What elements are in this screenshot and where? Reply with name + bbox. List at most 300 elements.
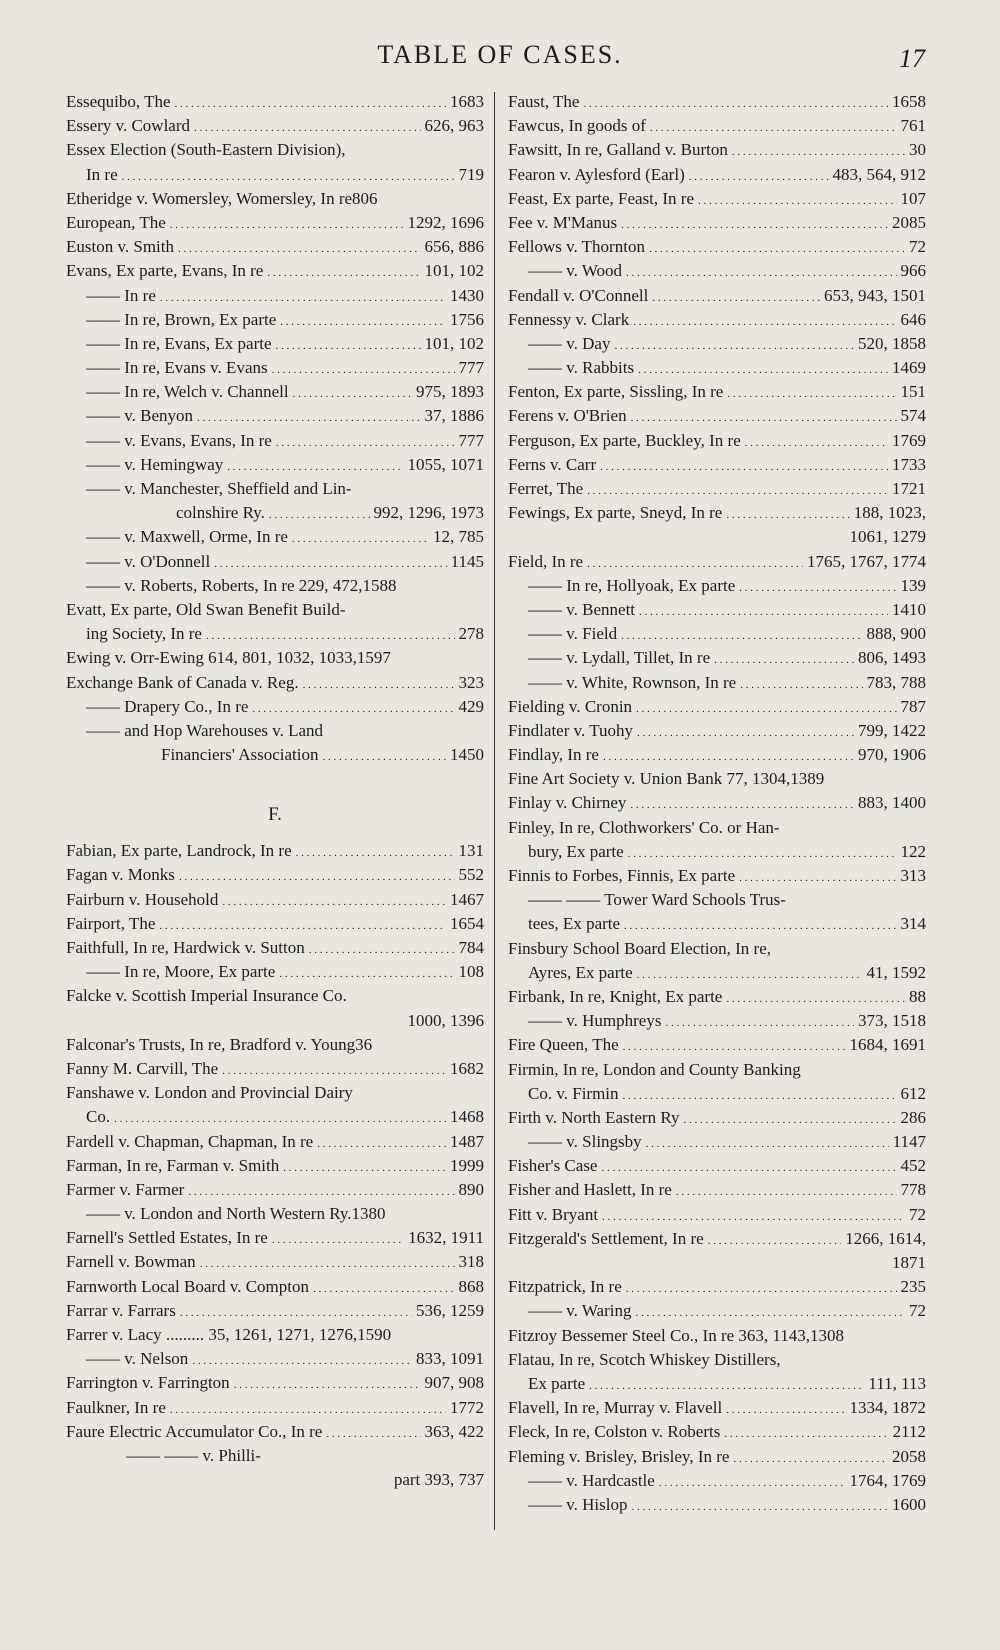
index-entry [508, 163, 926, 187]
index-entry [66, 525, 484, 549]
case-name: Ayres, Ex parte [528, 962, 633, 982]
dot-leader [638, 356, 888, 380]
case-name: —— v. Manchester, Sheffield and Lin- [86, 479, 352, 498]
dot-leader [188, 1178, 454, 1202]
dot-leader [745, 429, 888, 453]
dot-leader [727, 380, 896, 404]
index-entry [508, 308, 926, 332]
case-name: Essery v. Cowlard [66, 116, 191, 136]
case-name: Fearon v. Aylesford (Earl) [508, 164, 685, 184]
dot-leader [732, 138, 905, 162]
page-references: 1765, 1767, 1774 [807, 551, 926, 571]
case-name: Fielding v. Cronin [508, 696, 633, 716]
index-entry [508, 259, 926, 283]
page-references: 2112 [892, 1422, 926, 1442]
index-entry [66, 574, 484, 598]
case-name: Fabian, Ex parte, Landrock, In re [66, 841, 292, 861]
index-entry [66, 1299, 484, 1323]
index-entry [508, 598, 926, 622]
page-references: 36 [355, 1034, 373, 1054]
page-references: 1147 [892, 1132, 926, 1152]
page-references: 72 [909, 1204, 926, 1224]
left-column [66, 90, 484, 1492]
case-name: Ferret, The [508, 479, 584, 498]
index-entry [508, 90, 926, 114]
index-entry [508, 211, 926, 235]
page-references: 1430 [450, 285, 484, 305]
dot-leader [272, 1226, 404, 1250]
page-references: 1266, 1614, [845, 1228, 926, 1248]
case-name: Euston v. Smith [66, 237, 174, 257]
page-references: 131 [458, 841, 484, 861]
case-name: Fitzgerald's Settlement, In re [508, 1228, 704, 1248]
page-references: 1721 [892, 479, 926, 498]
dot-leader [633, 308, 896, 332]
index-entry [66, 1396, 484, 1420]
page-references: 1682 [450, 1058, 484, 1078]
index-entry [508, 695, 926, 719]
index-entry [508, 332, 926, 356]
index-entry [508, 477, 926, 501]
index-entry [508, 791, 926, 815]
case-name: Fee v. M'Manus [508, 212, 618, 232]
case-name: Fellows v. Thornton [508, 237, 645, 257]
page-references: 1733 [892, 454, 926, 474]
dot-leader [623, 1033, 846, 1057]
right-entries [508, 90, 926, 1517]
index-entry [66, 695, 484, 719]
index-entry [508, 453, 926, 477]
index-entry [66, 1081, 484, 1105]
index-entry [508, 985, 926, 1009]
case-name: colnshire Ry. [176, 503, 265, 523]
case-name: —— In re, Welch v. Channell [86, 382, 289, 402]
index-entry [508, 912, 926, 936]
index-entry [66, 936, 484, 960]
case-name: Fewings, Ex parte, Sneyd, In re [508, 503, 723, 523]
case-name: —— v. Day [528, 333, 611, 353]
index-entry [508, 1445, 926, 1469]
case-name: Fardell v. Chapman, Chapman, In re [66, 1131, 314, 1151]
case-name: Fagan v. Monks [66, 865, 175, 885]
dot-leader [222, 1057, 446, 1081]
dot-leader [684, 1106, 897, 1130]
page-references: 483, 564, 912 [832, 164, 926, 184]
case-name: Fitzroy Bessemer Steel Co., In re 363, 1143, [508, 1325, 811, 1345]
index-entry [508, 1299, 926, 1323]
page-references: 373, 1518 [858, 1011, 926, 1031]
dot-leader [636, 695, 896, 719]
page-references: 536, 1259 [416, 1300, 484, 1320]
case-name: Fleck, In re, Colston v. Roberts [508, 1422, 721, 1442]
page-references: 323 [458, 672, 484, 692]
dot-leader [726, 1396, 845, 1420]
index-entry [66, 1130, 484, 1154]
page-references: 1487 [450, 1131, 484, 1151]
dot-leader [317, 1130, 446, 1154]
index-entry [508, 743, 926, 767]
case-name: Ewing v. Orr-Ewing 614, 801, 1032, 1033, [66, 648, 357, 668]
case-name: —— In re, Hollyoak, Ex parte [528, 575, 736, 595]
index-entry [508, 1372, 926, 1396]
page-references: 101, 102 [424, 261, 484, 281]
page-references: 1632, 1911 [408, 1228, 484, 1248]
page-references: 37, 1886 [424, 406, 484, 426]
dot-leader [114, 1105, 446, 1129]
dot-leader [222, 888, 446, 912]
case-name: Fine Art Society v. Union Bank 77, 1304, [508, 769, 791, 789]
case-name: Farman, In re, Farman v. Smith [66, 1155, 280, 1175]
case-name: Fanshawe v. London and Provincial Dairy [66, 1083, 353, 1103]
dot-leader [659, 1469, 846, 1493]
dot-leader [587, 550, 803, 574]
column-divider [494, 92, 495, 1530]
case-name: Feast, Ex parte, Feast, In re [508, 188, 694, 208]
case-name: Exchange Bank of Canada v. Reg. [66, 672, 299, 692]
page-references: 88 [909, 986, 926, 1006]
section-heading-f: F. [268, 804, 282, 826]
page-references: 1590 [357, 1325, 392, 1344]
index-entry [508, 1275, 926, 1299]
index-entry [66, 671, 484, 695]
case-name: Firmin, In re, London and County Banking [508, 1059, 801, 1079]
index-entry [66, 550, 484, 574]
case-name: Farmer v. Farmer [66, 1179, 185, 1199]
dot-leader [624, 912, 896, 936]
dot-leader [322, 743, 446, 767]
page-references: 992, 1296, 1973 [373, 503, 484, 523]
case-name: —— v. Maxwell, Orme, In re [86, 527, 288, 547]
left-f-entries [66, 839, 484, 1492]
index-entry [508, 1178, 926, 1202]
case-name: Farnell's Settled Estates, In re [66, 1228, 268, 1248]
dot-leader [621, 211, 888, 235]
index-entry [508, 1130, 926, 1154]
page-references: 278 [458, 624, 484, 644]
page-references: 907, 908 [424, 1373, 484, 1393]
page-references: 1389 [790, 769, 825, 789]
index-entry [66, 211, 484, 235]
case-name: —— —— Tower Ward Schools Trus- [528, 890, 786, 910]
page-references: 151 [900, 382, 926, 402]
page-references: 799, 1422 [858, 720, 926, 740]
page-references: 1467 [450, 889, 484, 909]
page-title: TABLE OF CASES. [377, 40, 623, 69]
case-name: Flatau, In re, Scotch Whiskey Distillers, [508, 1349, 781, 1369]
case-name: Farnell v. Bowman [66, 1252, 196, 1272]
index-entry [508, 501, 926, 525]
dot-leader [739, 574, 896, 598]
dot-leader [739, 864, 896, 888]
index-entry [508, 767, 926, 791]
page-references: 1871 [892, 1253, 926, 1272]
page-references: 520, 1858 [858, 333, 926, 353]
dot-leader [628, 840, 897, 864]
index-entry [66, 138, 484, 162]
page-references: 975, 1893 [416, 382, 484, 402]
case-name: Farrer v. Lacy ......... 35, 1261, 1271, 1276, [66, 1325, 358, 1344]
page-references: 188, 1023, [853, 503, 926, 523]
dot-leader [635, 1299, 905, 1323]
page-references: 806 [352, 188, 378, 208]
case-name: —— Drapery Co., In re [86, 696, 249, 716]
index-entry [66, 332, 484, 356]
case-name: —— v. Hardcastle [528, 1470, 655, 1490]
dot-leader [602, 1203, 905, 1227]
dot-leader [293, 380, 412, 404]
page-references: 2058 [892, 1446, 926, 1466]
index-entry [66, 308, 484, 332]
page-references: 1684, 1691 [849, 1035, 926, 1055]
page-references: 612 [900, 1083, 926, 1103]
dot-leader [159, 912, 446, 936]
index-entry [66, 984, 484, 1008]
page-references: 452 [900, 1156, 926, 1176]
page-references: 868 [458, 1276, 484, 1296]
left-entries [66, 90, 484, 767]
dot-leader [665, 1009, 854, 1033]
dot-leader [292, 525, 429, 549]
dot-leader [631, 404, 897, 428]
page-references: 1588 [362, 575, 397, 595]
index-entry [508, 622, 926, 646]
page-references: 101, 102 [424, 333, 484, 353]
index-entry [508, 1203, 926, 1227]
dot-leader [178, 235, 421, 259]
index-entry [508, 380, 926, 404]
page-references: 1469 [892, 358, 926, 378]
case-name: tees, Ex parte [528, 914, 621, 934]
case-name: Fenton, Ex parte, Sissling, In re [508, 382, 724, 402]
page-references: 72 [909, 237, 926, 257]
case-name: —— v. Slingsby [528, 1132, 642, 1152]
dot-leader [714, 646, 854, 670]
index-entry [508, 1324, 926, 1348]
index-entry [66, 380, 484, 404]
case-name: —— v. Roberts, Roberts, In re 229, 472, [86, 575, 363, 595]
index-entry [508, 138, 926, 162]
case-name: —— v. London and North Western Ry. [86, 1204, 352, 1224]
index-entry [66, 501, 484, 525]
dot-leader [726, 501, 849, 525]
dot-leader [637, 719, 854, 743]
page-references: 122 [900, 841, 926, 861]
index-entry [508, 525, 926, 549]
case-name: Ferens v. O'Brien [508, 406, 627, 426]
page-references: part 393, 737 [393, 1470, 484, 1490]
case-name: Fennessy v. Clark [508, 309, 630, 329]
case-name: Farrington v. Farrington [66, 1373, 230, 1393]
index-entry [66, 1105, 484, 1129]
page-references: 1999 [450, 1155, 484, 1175]
page-references: 806, 1493 [858, 648, 926, 668]
page-references: 1000, 1396 [407, 1010, 484, 1030]
page-references: 235 [900, 1277, 926, 1297]
page-references: 1654 [450, 913, 484, 933]
dot-leader [589, 1372, 864, 1396]
index-entry [66, 284, 484, 308]
dot-leader [279, 960, 454, 984]
page-references: 1769 [892, 430, 926, 450]
dot-leader [269, 501, 370, 525]
case-name: Etheridge v. Womersley, Womersley, In re [66, 188, 353, 208]
page-references: 1597 [356, 648, 391, 668]
case-name: Ex parte [528, 1373, 586, 1393]
index-entry [66, 356, 484, 380]
index-entry [508, 356, 926, 380]
index-entry [66, 646, 484, 670]
dot-leader [267, 259, 420, 283]
index-entry [66, 1057, 484, 1081]
index-entry [508, 1469, 926, 1493]
index-entry [66, 743, 484, 767]
dot-leader [122, 163, 455, 187]
dot-leader [280, 308, 446, 332]
page-number: 17 [899, 44, 925, 73]
index-entry [508, 1033, 926, 1057]
dot-leader [234, 1371, 421, 1395]
page-references: 1292, 1696 [407, 212, 484, 232]
case-name: Ferguson, Ex parte, Buckley, In re [508, 430, 741, 450]
index-entry [66, 1347, 484, 1371]
page-references: 318 [458, 1252, 484, 1272]
dot-leader [252, 695, 454, 719]
page-references: 833, 1091 [416, 1349, 484, 1369]
page-references: 761 [900, 116, 926, 136]
page-references: 888, 900 [866, 624, 926, 644]
dot-leader [626, 259, 896, 283]
page-references: 1308 [810, 1325, 845, 1345]
index-entry [66, 1154, 484, 1178]
case-name: —— v. Bennett [528, 599, 636, 619]
page-references: 313 [900, 866, 926, 885]
index-entry [508, 1396, 926, 1420]
index-entry [66, 404, 484, 428]
dot-leader [623, 1082, 897, 1106]
dot-leader [708, 1227, 842, 1251]
index-entry [66, 863, 484, 887]
page-references: 778 [900, 1180, 926, 1200]
page-references: 656, 886 [424, 237, 484, 257]
case-name: —— v. Field [528, 624, 618, 644]
page-references: 30 [909, 140, 926, 160]
case-name: Firbank, In re, Knight, Ex parte [508, 986, 723, 1006]
page-references: 626, 963 [424, 116, 484, 136]
page-references: 429 [458, 696, 484, 716]
dot-leader [632, 1493, 889, 1517]
case-name: Fanny M. Carvill, The [66, 1058, 219, 1078]
case-name: Farnworth Local Board v. Compton [66, 1276, 309, 1296]
page-references: 1683 [450, 92, 484, 111]
case-name: —— v. Evans, Evans, In re [86, 430, 272, 450]
dot-leader [649, 235, 905, 259]
page-references: 363, 422 [424, 1421, 484, 1441]
index-entry [66, 429, 484, 453]
page-references: 966 [900, 261, 926, 281]
case-name: European, The [66, 212, 166, 232]
index-entry [508, 235, 926, 259]
index-entry [508, 114, 926, 138]
index-entry [508, 719, 926, 743]
case-name: Co. [86, 1107, 111, 1127]
index-entry [66, 1323, 484, 1347]
case-name: Essex Election (South-Eastern Division), [66, 140, 346, 160]
case-name: Ferns v. Carr [508, 454, 597, 474]
dot-leader [637, 961, 863, 985]
dot-leader [296, 839, 455, 863]
page-references: 1055, 1071 [407, 454, 484, 474]
dot-leader [601, 1154, 896, 1178]
index-entry [508, 888, 926, 912]
dot-leader [272, 356, 455, 380]
dot-leader [689, 163, 829, 187]
index-entry [66, 1033, 484, 1057]
page-references: 72 [909, 1301, 926, 1321]
page-references: 111, 113 [868, 1373, 926, 1393]
dot-leader [283, 1154, 446, 1178]
dot-leader [583, 90, 888, 114]
dot-leader [160, 284, 446, 308]
case-name: Falcke v. Scottish Imperial Insurance Co. [66, 986, 347, 1006]
page-header [0, 40, 1000, 80]
index-entry [66, 477, 484, 501]
case-name: —— v. Nelson [86, 1349, 189, 1369]
case-name: ing Society, In re [86, 624, 202, 644]
case-name: —— v. Benyon [86, 406, 194, 426]
index-entry [66, 90, 484, 114]
dot-leader [603, 743, 854, 767]
page-references: 783, 788 [866, 672, 926, 692]
page-references: 12, 785 [433, 527, 484, 547]
page-references: 1764, 1769 [849, 1470, 926, 1490]
index-entry [66, 453, 484, 477]
index-entry [66, 912, 484, 936]
case-name: Evans, Ex parte, Evans, In re [66, 261, 264, 281]
dot-leader [740, 671, 862, 695]
page-references: 784 [458, 938, 484, 957]
dot-leader [646, 1130, 889, 1154]
dot-leader [170, 1396, 446, 1420]
dot-leader [309, 936, 455, 960]
page-references: 1600 [892, 1494, 926, 1514]
index-entry [66, 1250, 484, 1274]
case-name: Falconar's Trusts, In re, Bradford v. Young [66, 1034, 356, 1054]
case-name: Finley, In re, Clothworkers' Co. or Han- [508, 817, 780, 837]
index-entry [508, 1106, 926, 1130]
case-name: —— and Hop Warehouses v. Land [86, 720, 324, 740]
page-references: 107 [900, 188, 926, 208]
dot-leader [197, 404, 420, 428]
index-entry [66, 960, 484, 984]
case-name: —— v. Hemingway [86, 454, 224, 474]
case-name: Finnis to Forbes, Finnis, Ex parte [508, 866, 736, 885]
index-entry [66, 1468, 484, 1492]
dot-leader [726, 985, 905, 1009]
index-entry [66, 1371, 484, 1395]
dot-leader [194, 114, 420, 138]
case-name: Firth v. North Eastern Ry [508, 1107, 680, 1127]
case-name: Essequibo, The [66, 92, 171, 111]
index-entry [66, 1420, 484, 1444]
index-entry [508, 404, 926, 428]
case-name: Fleming v. Brisley, Brisley, In re [508, 1446, 730, 1466]
dot-leader [630, 791, 854, 815]
dot-leader [650, 114, 897, 138]
case-name: Finsbury School Board Election, In re, [508, 938, 771, 958]
case-name: —— In re, Evans v. Evans [86, 358, 268, 378]
case-name: Faithfull, In re, Hardwick v. Sutton [66, 938, 305, 957]
index-entry [508, 187, 926, 211]
